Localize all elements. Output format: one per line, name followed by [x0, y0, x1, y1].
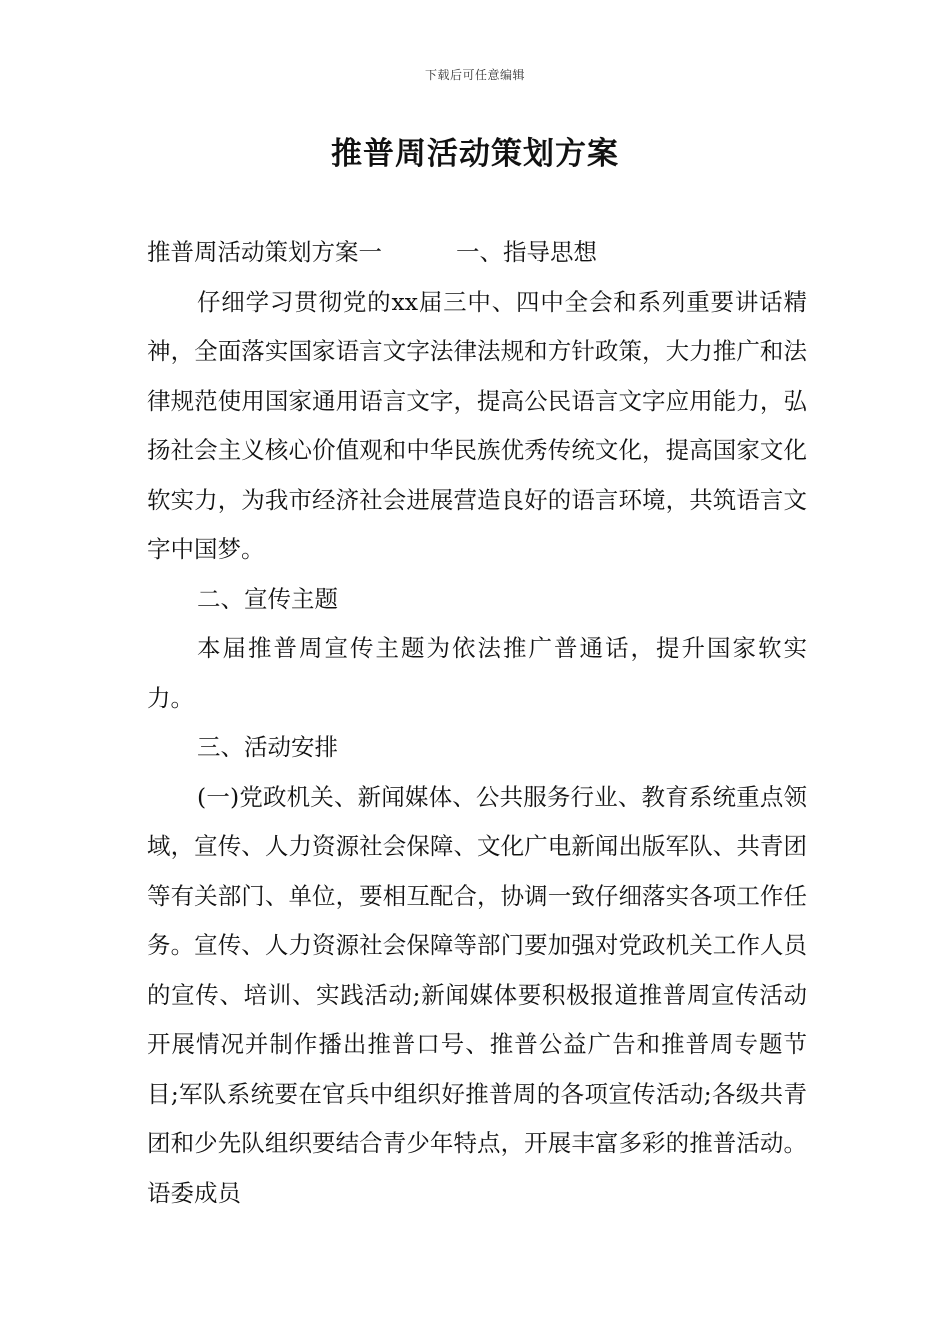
- section-heading-1: 一、指导思想: [456, 238, 597, 266]
- section-heading-2: 二、宣传主题: [197, 584, 338, 613]
- document-title: 推普周活动策划方案: [331, 136, 619, 172]
- paragraph-theme: 本届推普周宣传主题为依法推广普通话，提升国家软实力。: [147, 634, 807, 712]
- doc-subtitle: 推普周活动策划方案一: [147, 238, 382, 266]
- first-line: [147, 228, 807, 278]
- document-body: [147, 228, 807, 1218]
- paragraph-arrangement: (一)党政机关、新闻媒体、公共服务行业、教育系统重点领域，宣传、人力资源社会保障、文化广电新闻出版军队、共青团等有关部门、单位，要相互配合，协调一致仔细落实各项工作任务。宣传、人力资源社会保障等部门要加强对党政机关工作人员的宣传、培训、实践活动;新闻媒体要积极报道推普周宣传活动开展情况并制作播出推普口号、推普公益广告和推普周专题节目;军队系统要在官兵中组织好推普周的各项宣传活动;各级共青团和少先队组织要结合青少年特点，开展丰富多彩的推普活动。语委成员: [147, 782, 807, 1207]
- paragraph-guiding-thought: 仔细学习贯彻党的xx届三中、四中全会和系列重要讲话精神，全面落实国家语言文字法律法规和方针政策，大力推广和法律规范使用国家通用语言文字，提高公民语言文字应用能力，弘扬社会主义核心价值观和中华民族优秀传统文化，提高国家文化软实力，为我市经济社会进展营造良好的语言环境，共筑语言文字中国梦。: [147, 287, 807, 563]
- section-heading-3: 三、活动安排: [197, 733, 338, 761]
- header-note: 下载后可任意编辑: [424, 68, 525, 82]
